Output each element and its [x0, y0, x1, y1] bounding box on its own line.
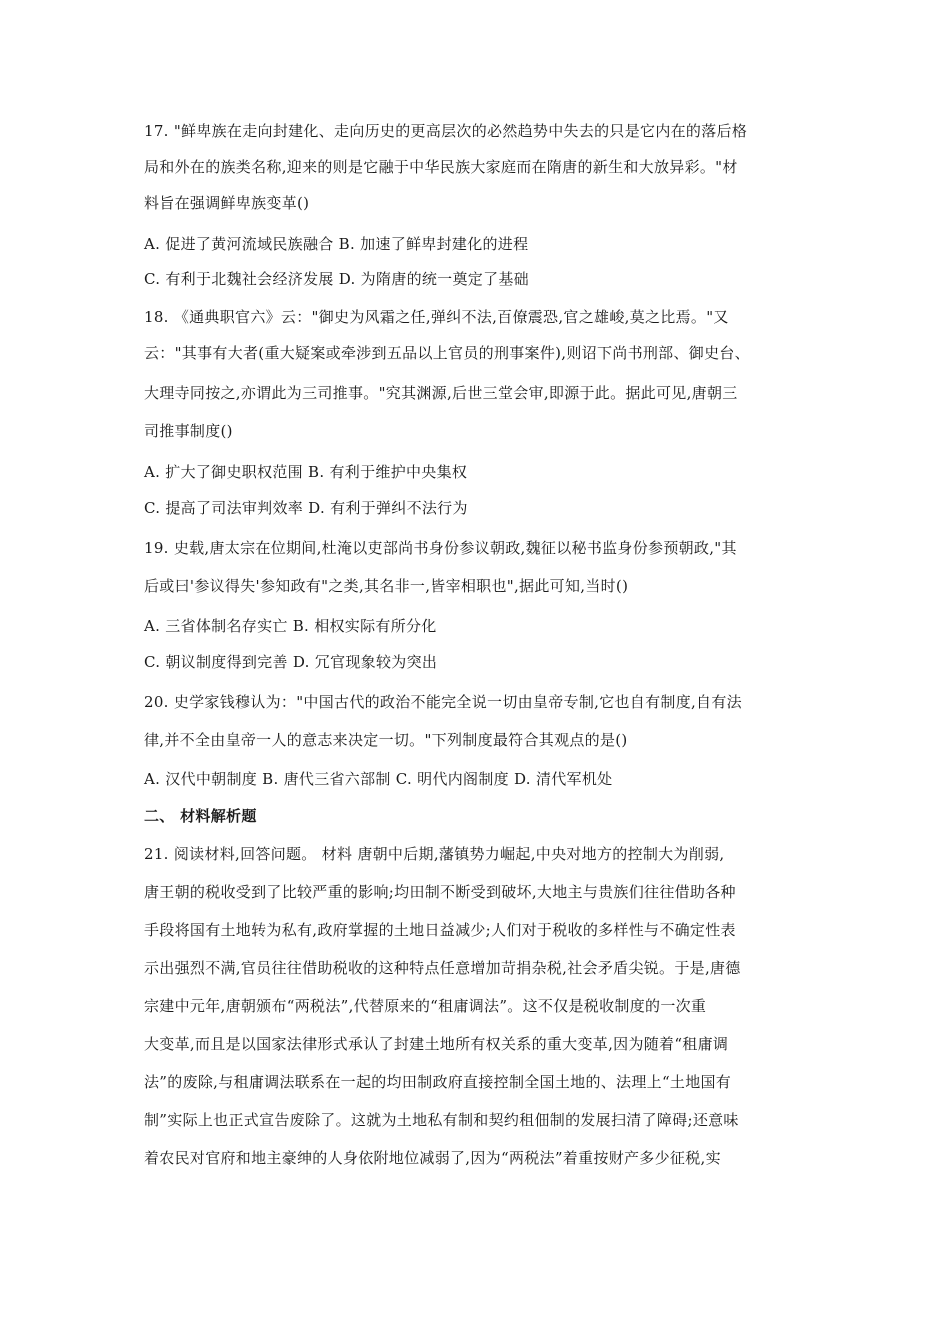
- question-18-options: C. 提高了司法审判效率 D. 有利于弹纠不法行为: [144, 499, 468, 517]
- question-20-text: 律,并不全由皇帝一人的意志来决定一切。"下列制度最符合其观点的是(): [144, 731, 628, 749]
- question-19-text: 后或曰'参议得失'参知政有"之类,其名非一,皆宰相职也",据此可知,当时(): [144, 577, 629, 595]
- question-21-text: 21. 阅读材料,回答问题。 材料 唐朝中后期,藩镇势力崛起,中央对地方的控制大为削弱,: [144, 845, 725, 863]
- question-17-options: C. 有利于北魏社会经济发展 D. 为隋唐的统一奠定了基础: [144, 270, 529, 288]
- question-18-text: 18. 《通典职官六》云："御史为风霜之任,弹纠不法,百僚震恐,官之雄峻,莫之比焉。"又: [144, 308, 729, 326]
- question-17-text: 料旨在强调鲜卑族变革(): [144, 194, 310, 212]
- question-19-options: A. 三省体制名存实亡 B. 相权实际有所分化: [144, 617, 437, 635]
- section-heading: 二、 材料解析题: [144, 807, 257, 825]
- question-21-text: 宗建中元年,唐朝颁布“两税法”,代替原来的“租庸调法”。这不仅是税收制度的一次重: [144, 997, 707, 1015]
- question-21-text: 法”的废除,与租庸调法联系在一起的均田制政府直接控制全国土地的、法理上“土地国有: [144, 1073, 732, 1091]
- question-20-options: A. 汉代中朝制度 B. 唐代三省六部制 C. 明代内阁制度 D. 清代军机处: [144, 770, 613, 788]
- question-21-text: 着农民对官府和地主豪绅的人身依附地位减弱了,因为“两税法”着重按财产多少征税,实: [144, 1149, 721, 1167]
- question-21-text: 唐王朝的税收受到了比较严重的影响;均田制不断受到破坏,大地主与贵族们往往借助各种: [144, 883, 736, 901]
- question-17-text: 17. "鲜卑族在走向封建化、走向历史的更高层次的必然趋势中失去的只是它内在的落后格: [144, 122, 748, 140]
- question-19-options: C. 朝议制度得到完善 D. 冗官现象较为突出: [144, 653, 438, 671]
- question-18-options: A. 扩大了御史职权范围 B. 有利于维护中央集权: [144, 463, 468, 481]
- question-18-text: 司推事制度(): [144, 422, 233, 440]
- question-17-text: 局和外在的族类名称,迎来的则是它融于中华民族大家庭而在隋唐的新生和大放异彩。"材: [144, 158, 738, 176]
- question-18-text: 大理寺同按之,亦谓此为三司推事。"究其渊源,后世三堂会审,即源于此。据此可见,唐朝三: [144, 384, 738, 402]
- question-17-options: A. 促进了黄河流域民族融合 B. 加速了鲜卑封建化的进程: [144, 235, 529, 253]
- question-20-text: 20. 史学家钱穆认为："中国古代的政治不能完全说一切由皇帝专制,它也自有制度,自有法: [144, 693, 742, 711]
- question-21-text: 手段将国有土地转为私有,政府掌握的土地日益减少;人们对于税收的多样性与不确定性表: [144, 921, 736, 939]
- question-19-text: 19. 史载,唐太宗在位期间,杜淹以吏部尚书身份参议朝政,魏征以秘书监身份参预朝政,"其: [144, 539, 737, 557]
- question-21-text: 大变革,而且是以国家法律形式承认了封建土地所有权关系的重大变革,因为随着“租庸调: [144, 1035, 729, 1053]
- question-21-text: 示出强烈不满,官员往往借助税收的这种特点任意增加苛捐杂税,社会矛盾尖锐。于是,唐德: [144, 959, 741, 977]
- question-18-text: 云："其事有大者(重大疑案或牵涉到五品以上官员的刑事案件),则诏下尚书刑部、御史台、: [144, 344, 750, 362]
- question-21-text: 制”实际上也正式宣告废除了。这就为土地私有制和契约租佃制的发展扫清了障碍;还意味: [144, 1111, 739, 1129]
